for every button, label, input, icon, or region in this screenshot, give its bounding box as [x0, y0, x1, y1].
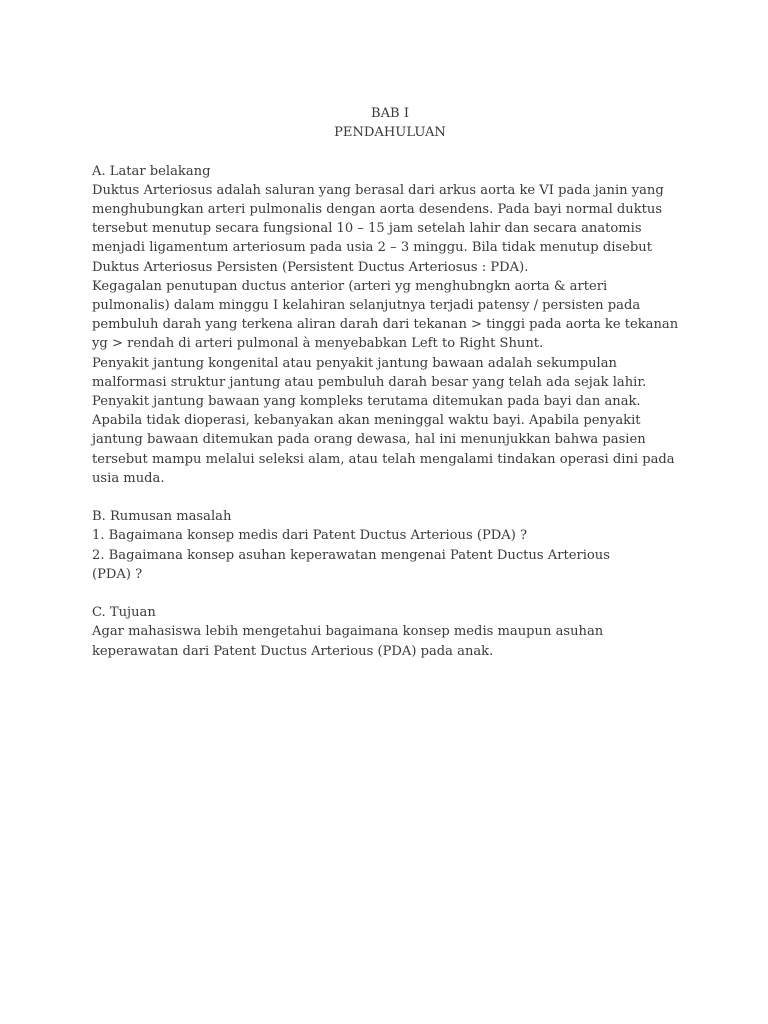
- spacer: [92, 142, 682, 161]
- spacer: [92, 488, 682, 507]
- section-a-paragraph-1: Duktus Arteriosus adalah saluran yang berasal dari arkus aorta ke VI pada janin yang menghubungkan arteri pulmonalis dengan aorta desendens. Pada bayi normal duktus tersebut menutup secara fungsional 10 – 15 jam setelah lahir dan secara anatomis menjadi ligamentum arteriosum pada usia 2 – 3 minggu. Bila tidak menutup disebut Duktus Arteriosus Persisten (Persistent Ductus Arteriosus : PDA).: [92, 182, 664, 275]
- document-page: [92, 104, 682, 661]
- section-a-title: A. Latar belakang: [92, 163, 211, 179]
- section-b-item-1: 1. Bagaimana konsep medis dari Patent Ductus Arterious (PDA) ?: [92, 528, 528, 544]
- section-a-paragraph-3: Penyakit jantung kongenital atau penyakit jantung bawaan adalah sekumpulan malformasi struktur jantung atau pembuluh darah besar yang telah ada sejak lahir. Penyakit jantung bawaan yang kompleks terutama ditemukan pada bayi dan anak. Apabila tidak dioperasi, kebanyakan akan meninggal waktu bayi. Apabila penyakit jantung bawaan ditemukan pada orang dewasa, hal ini menunjukkan bahwa pasien tersebut mampu melalui seleksi alam, atau telah mengalami tindakan operasi dini pada usia muda.: [92, 355, 675, 486]
- section-c-paragraph-1: Agar mahasiswa lebih mengetahui bagaimana konsep medis maupun asuhan keperawatan dari Patent Ductus Arterious (PDA) pada anak.: [92, 624, 604, 659]
- section-b-item-2-continued: (PDA) ?: [92, 566, 143, 582]
- section-b-title: B. Rumusan masalah: [92, 509, 232, 525]
- spacer: [92, 584, 682, 603]
- section-c-title: C. Tujuan: [92, 605, 156, 621]
- chapter-number: BAB I: [370, 106, 410, 121]
- section-b-item-2: 2. Bagaimana konsep asuhan keperawatan mengenai Patent Ductus Arterious: [92, 547, 610, 563]
- chapter-heading: [92, 104, 688, 142]
- chapter-title: PENDAHULUAN: [334, 125, 446, 141]
- section-a-paragraph-2: Kegagalan penutupan ductus anterior (arteri yg menghubngkn aorta & arteri pulmonalis) dalam minggu I kelahiran selanjutnya terjadi patensy / persisten pada pembuluh darah yang terkena aliran darah dari tekanan > tinggi pada aorta ke tekanan yg > rendah di arteri pulmonal à menyebabkan Left to Right Shunt.: [92, 278, 679, 352]
